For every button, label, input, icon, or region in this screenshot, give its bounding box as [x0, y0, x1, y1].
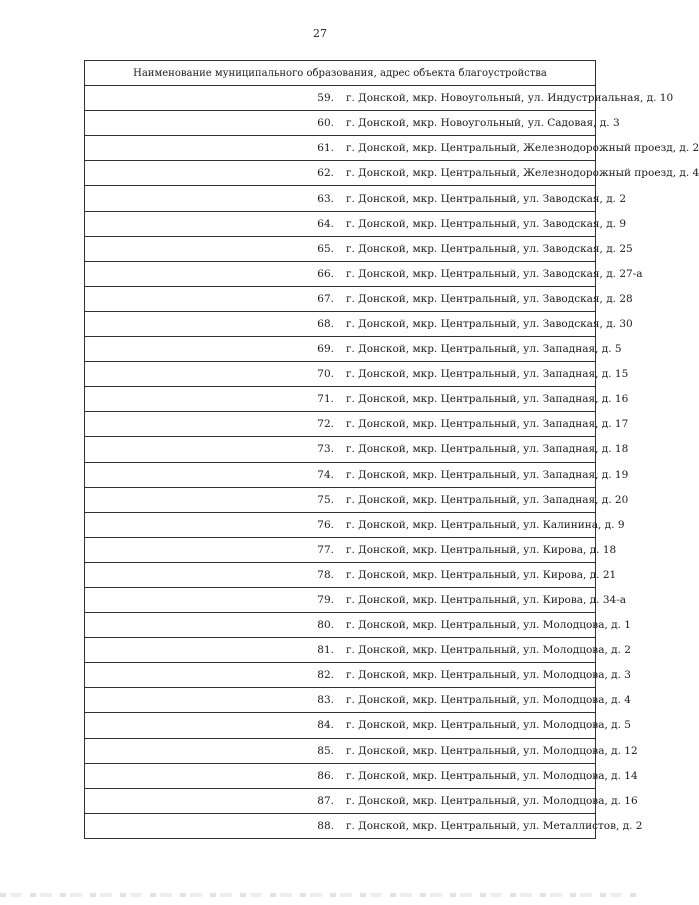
- row-number: 64.: [85, 211, 341, 236]
- table-row: [85, 713, 596, 738]
- row-address: г. Донской, мкр. Центральный, ул. Заводская, д. 30: [340, 311, 596, 336]
- row-address: г. Донской, мкр. Центральный, ул. Молодцова, д. 16: [340, 788, 596, 813]
- table-row: [85, 462, 596, 487]
- row-number: 68.: [85, 311, 341, 336]
- row-number: 73.: [85, 437, 341, 462]
- table-row: [85, 136, 596, 161]
- table-header-row: [85, 61, 596, 86]
- table-row: [85, 111, 596, 136]
- table-row: [85, 211, 596, 236]
- row-address: г. Донской, мкр. Центральный, ул. Заводская, д. 27-а: [340, 261, 596, 286]
- row-address: г. Донской, мкр. Центральный, ул. Западная, д. 20: [340, 487, 596, 512]
- table-body: [85, 86, 699, 839]
- table-header: Наименование муниципального образования, адрес объекта благоустройства: [85, 61, 596, 86]
- table-row: [85, 638, 596, 663]
- row-number: 62.: [85, 161, 341, 186]
- row-number: 63.: [85, 186, 341, 211]
- table-row: [85, 562, 596, 587]
- table-row: [85, 236, 596, 261]
- table-row: [85, 813, 596, 838]
- page-number: 27: [313, 27, 327, 40]
- row-number: 76.: [85, 512, 341, 537]
- row-address: г. Донской, мкр. Центральный, ул. Молодцова, д. 14: [340, 763, 596, 788]
- table-row: [85, 186, 596, 211]
- row-number: 60.: [85, 111, 341, 136]
- table-row: [85, 663, 596, 688]
- row-address: г. Донской, мкр. Новоугольный, ул. Садовая, д. 3: [340, 111, 596, 136]
- row-address: г. Донской, мкр. Центральный, ул. Кирова, д. 21: [340, 562, 596, 587]
- row-number: 61.: [85, 136, 341, 161]
- row-address: г. Донской, мкр. Центральный, ул. Молодцова, д. 2: [340, 638, 596, 663]
- table-row: [85, 261, 596, 286]
- row-number: 72.: [85, 412, 341, 437]
- row-address: г. Донской, мкр. Центральный, ул. Молодцова, д. 5: [340, 713, 596, 738]
- row-number: 74.: [85, 462, 341, 487]
- row-address: г. Донской, мкр. Центральный, Железнодорожный проезд, д. 4: [340, 161, 596, 186]
- row-address: г. Донской, мкр. Центральный, ул. Молодцова, д. 3: [340, 663, 596, 688]
- row-address: г. Донской, мкр. Центральный, ул. Заводская, д. 9: [340, 211, 596, 236]
- table-row: [85, 311, 596, 336]
- table-row: [85, 362, 596, 387]
- row-address: г. Донской, мкр. Центральный, ул. Западная, д. 18: [340, 437, 596, 462]
- table-row: [85, 688, 596, 713]
- row-address: г. Донской, мкр. Центральный, ул. Кирова, д. 18: [340, 537, 596, 562]
- row-number: 81.: [85, 638, 341, 663]
- table-row: [85, 412, 596, 437]
- scan-noise: [0, 893, 640, 897]
- table-row: [85, 86, 596, 111]
- row-number: 69.: [85, 337, 341, 362]
- row-number: 84.: [85, 713, 341, 738]
- table-row: [85, 763, 596, 788]
- row-number: 88.: [85, 813, 341, 838]
- row-address: г. Донской, мкр. Центральный, ул. Калинина, д. 9: [340, 512, 596, 537]
- row-address: г. Донской, мкр. Центральный, ул. Западная, д. 5: [340, 337, 596, 362]
- row-address: г. Донской, мкр. Центральный, ул. Кирова, д. 34-а: [340, 587, 596, 612]
- addresses-table: [84, 60, 699, 839]
- table-row: [85, 286, 596, 311]
- row-address: г. Донской, мкр. Центральный, ул. Западная, д. 16: [340, 387, 596, 412]
- row-address: г. Донской, мкр. Центральный, ул. Западная, д. 15: [340, 362, 596, 387]
- table-row: [85, 337, 596, 362]
- row-address: г. Донской, мкр. Центральный, ул. Молодцова, д. 12: [340, 738, 596, 763]
- row-address: г. Донской, мкр. Новоугольный, ул. Индустриальная, д. 10: [340, 86, 596, 111]
- table-row: [85, 487, 596, 512]
- row-number: 65.: [85, 236, 341, 261]
- row-number: 87.: [85, 788, 341, 813]
- row-number: 80.: [85, 613, 341, 638]
- table-row: [85, 788, 596, 813]
- table-row: [85, 437, 596, 462]
- table-row: [85, 161, 596, 186]
- row-number: 66.: [85, 261, 341, 286]
- row-number: 78.: [85, 562, 341, 587]
- row-number: 86.: [85, 763, 341, 788]
- table-row: [85, 387, 596, 412]
- row-address: г. Донской, мкр. Центральный, ул. Заводская, д. 2: [340, 186, 596, 211]
- row-number: 79.: [85, 587, 341, 612]
- row-address: г. Донской, мкр. Центральный, ул. Западная, д. 19: [340, 462, 596, 487]
- row-address: г. Донской, мкр. Центральный, ул. Молодцова, д. 4: [340, 688, 596, 713]
- table-row: [85, 537, 596, 562]
- row-address: г. Донской, мкр. Центральный, ул. Заводская, д. 28: [340, 286, 596, 311]
- row-number: 67.: [85, 286, 341, 311]
- table-row: [85, 587, 596, 612]
- row-number: 70.: [85, 362, 341, 387]
- table-row: [85, 613, 596, 638]
- row-address: г. Донской, мкр. Центральный, ул. Металлистов, д. 2: [340, 813, 596, 838]
- table-row: [85, 738, 596, 763]
- table-row: [85, 512, 596, 537]
- row-number: 59.: [85, 86, 341, 111]
- row-address: г. Донской, мкр. Центральный, Железнодорожный проезд, д. 2: [340, 136, 596, 161]
- row-number: 83.: [85, 688, 341, 713]
- row-number: 82.: [85, 663, 341, 688]
- row-number: 75.: [85, 487, 341, 512]
- row-address: г. Донской, мкр. Центральный, ул. Западная, д. 17: [340, 412, 596, 437]
- row-number: 71.: [85, 387, 341, 412]
- row-address: г. Донской, мкр. Центральный, ул. Молодцова, д. 1: [340, 613, 596, 638]
- row-address: г. Донской, мкр. Центральный, ул. Заводская, д. 25: [340, 236, 596, 261]
- row-number: 77.: [85, 537, 341, 562]
- row-number: 85.: [85, 738, 341, 763]
